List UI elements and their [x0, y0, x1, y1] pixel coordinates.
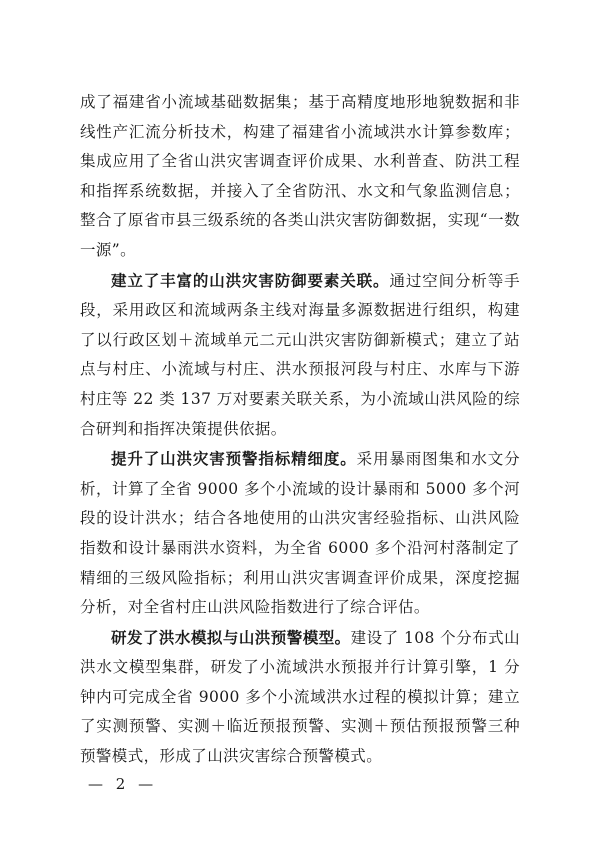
page-number: — 2 —	[88, 775, 158, 793]
paragraph-4	[80, 623, 520, 772]
paragraph-2	[80, 266, 520, 445]
paragraph-1-text: 成了福建省小流域基础数据集；基于高精度地形地貌数据和非线性产汇流分析技术，构建了福建省小流域洪水计算参数库；集成应用了全省山洪灾害调查评价成果、水利普查、防洪工程和指挥系统数据，并接入了全省防汛、水文和气象监测信息；整合了原省市县三级系统的各类山洪灾害防御数据，实现“一数一源”。	[80, 93, 520, 259]
body-text	[80, 88, 520, 772]
paragraph-1	[80, 88, 520, 266]
paragraph-3-text: 采用暴雨图集和水文分析，计算了全省 9000 多个小流域的设计暴雨和 5000 多个河段的设计洪水；结合各地使用的山洪灾害经验指标、山洪风险指数和设计暴雨洪水资料，为全省 6000 多个沿河村落制定了精细的三级风险指标；利用山洪灾害调查评价成果，深度挖掘分析，对全省村庄山洪风险指数进行了综合评估。	[80, 450, 520, 617]
paragraph-3	[80, 444, 520, 623]
paragraph-2-heading: 建立了丰富的山洪灾害防御要素关联。	[111, 270, 390, 290]
paragraph-3-heading: 提升了山洪灾害预警指标精细度。	[111, 449, 357, 469]
paragraph-4-heading: 研发了洪水模拟与山洪预警模型。	[111, 627, 351, 647]
paragraph-2-text: 通过空间分析等手段，采用政区和流域两条主线对海量多源数据进行组织，构建了以行政区划＋流域单元二元山洪灾害防御新模式；建立了站点与村庄、小流域与村庄、洪水预报河段与村庄、水库与下游村庄等 22 类 137 万对要素关联关系，为小流域山洪风险的综合研判和指挥决策提供依据。	[80, 271, 520, 438]
paragraph-4-text: 建设了 108 个分布式山洪水文模型集群，研发了小流域洪水预报并行计算引擎，1 分钟内可完成全省 9000 多个小流域洪水过程的模拟计算；建立了实测预警、实测＋临近预报预警、实测＋预估预报预警三种预警模式，形成了山洪灾害综合预警模式。	[80, 628, 520, 766]
